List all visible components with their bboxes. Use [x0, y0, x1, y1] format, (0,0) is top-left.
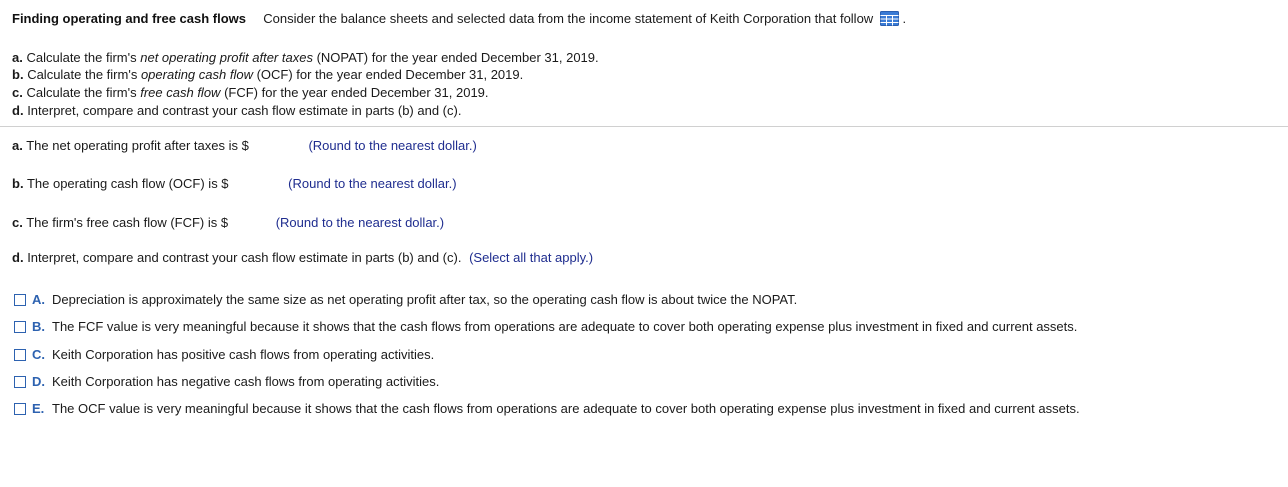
part-c-post: (FCF) for the year ended December 31, 2019.: [224, 85, 489, 100]
choice-e[interactable]: [14, 401, 1080, 417]
answer-b-label: The operating cash flow (OCF) is $: [26, 176, 229, 191]
answer-d-row: [12, 250, 593, 266]
choice-a[interactable]: [14, 292, 797, 308]
part-a-pre: Calculate the firm's: [26, 50, 137, 65]
choice-c[interactable]: [14, 347, 434, 363]
answer-c-label: The firm's free cash flow (FCF) is $: [26, 215, 229, 230]
part-d-letter: d.: [12, 103, 24, 118]
part-c-instruction: [12, 85, 489, 101]
answer-c-letter: c.: [12, 215, 23, 230]
section-divider: [0, 126, 1288, 127]
choice-a-letter: A.: [32, 292, 45, 307]
choice-c-checkbox[interactable]: [14, 349, 26, 361]
answer-c-hint: (Round to the nearest dollar.): [275, 215, 445, 230]
choice-d-letter: D.: [32, 374, 45, 389]
answer-a-row: [12, 138, 477, 157]
part-b-letter: b.: [12, 67, 24, 82]
problem-title: Finding operating and free cash flows: [12, 11, 247, 26]
part-d-pre: Interpret, compare and contrast your cash flow estimate in parts (b) and (c).: [27, 103, 462, 118]
part-c-italic: free cash flow: [140, 85, 221, 100]
choice-b-checkbox[interactable]: [14, 321, 26, 333]
choice-d[interactable]: [14, 374, 439, 390]
part-b-post: (OCF) for the year ended December 31, 2019.: [256, 67, 524, 82]
answer-b-hint: (Round to the nearest dollar.): [288, 176, 457, 191]
part-a-post: (NOPAT) for the year ended December 31, 2019.: [316, 50, 599, 65]
choice-d-text: Keith Corporation has negative cash flows from operating activities.: [52, 374, 440, 389]
choice-d-checkbox[interactable]: [14, 376, 26, 388]
answer-b-row: [12, 176, 457, 195]
intro-line: [12, 11, 906, 27]
answer-b-letter: b.: [12, 176, 24, 191]
choice-a-checkbox[interactable]: [14, 294, 26, 306]
intro-trailing-period: .: [902, 11, 907, 26]
choice-e-letter: E.: [32, 401, 45, 416]
part-a-instruction: [12, 50, 599, 66]
problem-intro-text: Consider the balance sheets and selected data from the income statement of Keith Corporation that follow: [263, 11, 874, 26]
ocf-input[interactable]: [231, 179, 281, 195]
nopat-input[interactable]: [251, 141, 301, 157]
part-a-italic: net operating profit after taxes: [140, 50, 313, 65]
choice-a-text: Depreciation is approximately the same size as net operating profit after tax, so the operating cash flow is about twice the NOPAT.: [52, 292, 798, 307]
answer-a-hint: (Round to the nearest dollar.): [308, 138, 477, 153]
table-grid-icon[interactable]: [880, 11, 899, 26]
choice-c-text: Keith Corporation has positive cash flows from operating activities.: [52, 347, 435, 362]
answer-a-label: The net operating profit after taxes is $: [26, 138, 249, 153]
part-a-letter: a.: [12, 50, 23, 65]
choice-c-letter: C.: [32, 347, 45, 362]
answer-c-row: [12, 215, 444, 234]
part-b-instruction: [12, 67, 523, 83]
choice-b[interactable]: [14, 319, 1077, 335]
part-b-italic: operating cash flow: [140, 67, 253, 82]
fcf-input[interactable]: [230, 218, 268, 234]
answer-d-label: Interpret, compare and contrast your cash flow estimate in parts (b) and (c).: [27, 250, 462, 265]
choice-e-text: The OCF value is very meaningful because it shows that the cash flows from operations are adequate to cover both operating expense plus investment in fixed and current assets.: [52, 401, 1080, 416]
part-b-pre: Calculate the firm's: [27, 67, 138, 82]
choice-e-checkbox[interactable]: [14, 403, 26, 415]
part-c-letter: c.: [12, 85, 23, 100]
part-c-pre: Calculate the firm's: [26, 85, 137, 100]
part-d-instruction: [12, 103, 461, 119]
answer-d-hint: (Select all that apply.): [469, 250, 594, 265]
answer-a-letter: a.: [12, 138, 23, 153]
choice-b-letter: B.: [32, 319, 45, 334]
choice-b-text: The FCF value is very meaningful because it shows that the cash flows from operations are adequate to cover both operating expense plus investment in fixed and current assets.: [52, 319, 1078, 334]
answer-d-letter: d.: [12, 250, 24, 265]
